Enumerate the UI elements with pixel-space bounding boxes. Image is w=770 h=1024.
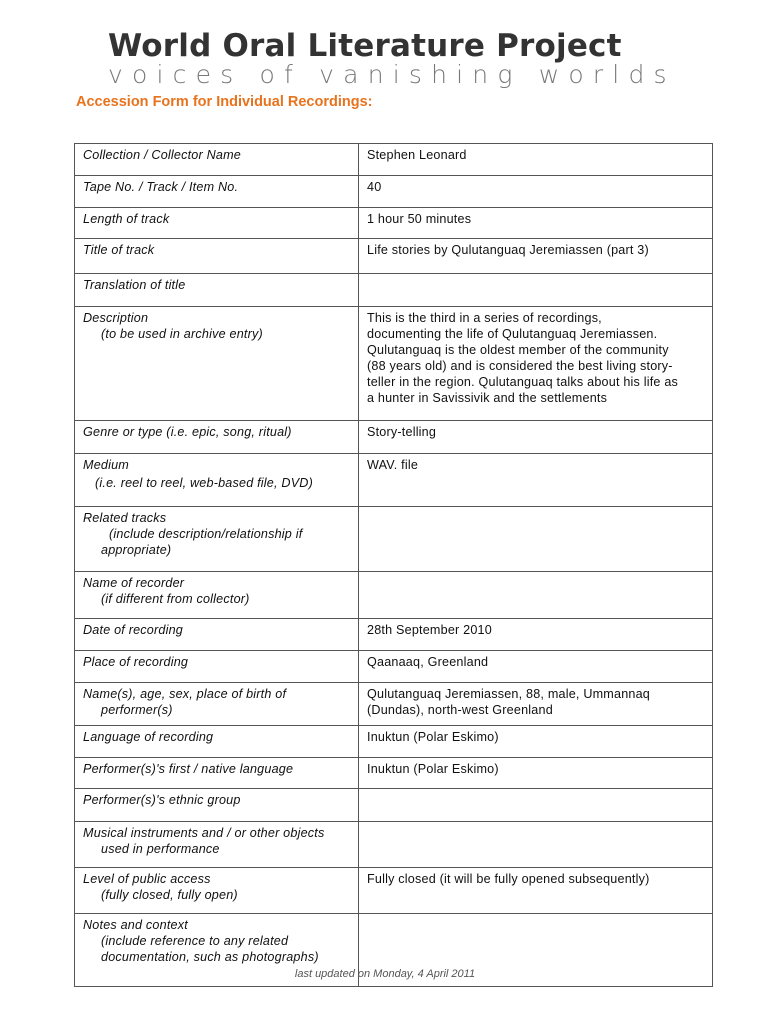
value-text: 40 (367, 180, 382, 194)
field-value[interactable] (359, 507, 713, 572)
field-label (75, 619, 359, 651)
label-note: appropriate) (101, 543, 172, 557)
value-line: documenting the life of Qulutanguaq Jeremiassen. (367, 327, 658, 341)
field-value[interactable] (359, 726, 713, 758)
label-text: Title of track (83, 243, 155, 257)
field-value[interactable] (359, 454, 713, 507)
field-label (75, 822, 359, 868)
table-row (75, 651, 713, 683)
field-label (75, 651, 359, 683)
value-text: Inuktun (Polar Eskimo) (367, 762, 499, 776)
table-row (75, 683, 713, 726)
field-value[interactable] (359, 421, 713, 454)
label-note: (if different from collector) (101, 592, 250, 606)
field-label (75, 307, 359, 421)
logo-title: World Oral Literature Project (108, 28, 622, 64)
value-text: 28th September 2010 (367, 623, 492, 637)
label-text: Description (83, 311, 149, 325)
value-line: This is the third in a series of recordings, (367, 311, 602, 325)
field-label (75, 208, 359, 239)
field-value[interactable] (359, 208, 713, 239)
label-text: Name of recorder (83, 576, 185, 590)
label-note: (fully closed, fully open) (101, 888, 238, 902)
value-text: Inuktun (Polar Eskimo) (367, 730, 499, 744)
value-text: Stephen Leonard (367, 148, 467, 162)
label-text: Length of track (83, 212, 170, 226)
label-text: Language of recording (83, 730, 214, 744)
value-text: Qaanaaq, Greenland (367, 655, 489, 669)
table-row (75, 758, 713, 789)
label-text: Date of recording (83, 623, 184, 637)
label-text: Level of public access (83, 872, 211, 886)
field-label (75, 239, 359, 274)
table-row (75, 507, 713, 572)
label-text: Performer(s)'s ethnic group (83, 793, 241, 807)
label-note: (include description/relationship if (109, 527, 303, 541)
field-label (75, 572, 359, 619)
value-text: 1 hour 50 minutes (367, 212, 472, 226)
table-row (75, 868, 713, 914)
label-text: Medium (83, 458, 129, 472)
table-row (75, 176, 713, 208)
table-row (75, 307, 713, 421)
field-value[interactable] (359, 683, 713, 726)
field-label (75, 274, 359, 307)
table-row (75, 274, 713, 307)
table-row (75, 619, 713, 651)
value-text: Fully closed (it will be fully opened subsequently) (367, 872, 650, 886)
value-line: teller in the region. Qulutanguaq talks about his life as (367, 375, 679, 389)
field-value[interactable] (359, 619, 713, 651)
field-value[interactable] (359, 176, 713, 208)
field-label (75, 683, 359, 726)
value-line: (Dundas), north-west Greenland (367, 703, 553, 717)
table-row (75, 726, 713, 758)
table-row (75, 789, 713, 822)
field-value[interactable] (359, 651, 713, 683)
field-value[interactable] (359, 274, 713, 307)
field-value[interactable] (359, 758, 713, 789)
label-note: (to be used in archive entry) (101, 327, 263, 341)
value-line: Qulutanguaq is the oldest member of the community (367, 343, 669, 357)
label-text: Related tracks (83, 511, 167, 525)
value-text: Story-telling (367, 425, 437, 439)
label-note: used in performance (101, 842, 220, 856)
value-line: Qulutanguaq Jeremiassen, 88, male, Ummannaq (367, 687, 651, 701)
label-text: Genre or type (i.e. epic, song, ritual) (83, 425, 292, 439)
field-value[interactable] (359, 307, 713, 421)
label-note: documentation, such as photographs) (101, 950, 319, 964)
value-text: WAV. file (367, 458, 419, 472)
footer-last-updated: last updated on Monday, 4 April 2011 (294, 968, 476, 980)
label-text: Musical instruments and / or other objects (83, 826, 325, 840)
field-label (75, 144, 359, 176)
field-label (75, 789, 359, 822)
label-text: Name(s), age, sex, place of birth of (83, 687, 287, 701)
label-text: Collection / Collector Name (83, 148, 241, 162)
label-note: performer(s) (101, 703, 173, 717)
value-text: Life stories by Qulutanguaq Jeremiassen (part 3) (367, 243, 649, 257)
label-text: Tape No. / Track / Item No. (83, 180, 239, 194)
accession-form-table (74, 143, 713, 987)
label-text: Notes and context (83, 918, 188, 932)
value-line: (88 years old) and is considered the best living story- (367, 359, 673, 373)
field-label (75, 421, 359, 454)
label-text: Place of recording (83, 655, 189, 669)
field-value[interactable] (359, 868, 713, 914)
field-label (75, 507, 359, 572)
label-text: Performer(s)'s first / native language (83, 762, 294, 776)
table-row (75, 454, 713, 507)
label-note: (i.e. reel to reel, web-based file, DVD) (95, 476, 313, 490)
field-value[interactable] (359, 822, 713, 868)
value-line: a hunter in Savissivik and the settlements (367, 391, 608, 405)
form-title: Accession Form for Individual Recordings: (76, 94, 373, 110)
label-text: Translation of title (83, 278, 186, 292)
logo-subtitle: voices of vanishing worlds (108, 60, 676, 89)
table-row (75, 144, 713, 176)
field-value[interactable] (359, 789, 713, 822)
field-label (75, 726, 359, 758)
table-row (75, 822, 713, 868)
field-label (75, 868, 359, 914)
field-value[interactable] (359, 144, 713, 176)
field-value[interactable] (359, 239, 713, 274)
table-row (75, 421, 713, 454)
field-label (75, 176, 359, 208)
table-row (75, 208, 713, 239)
field-label (75, 758, 359, 789)
field-value[interactable] (359, 572, 713, 619)
field-label (75, 454, 359, 507)
table-row (75, 239, 713, 274)
table-row (75, 572, 713, 619)
label-note: (include reference to any related (101, 934, 289, 948)
